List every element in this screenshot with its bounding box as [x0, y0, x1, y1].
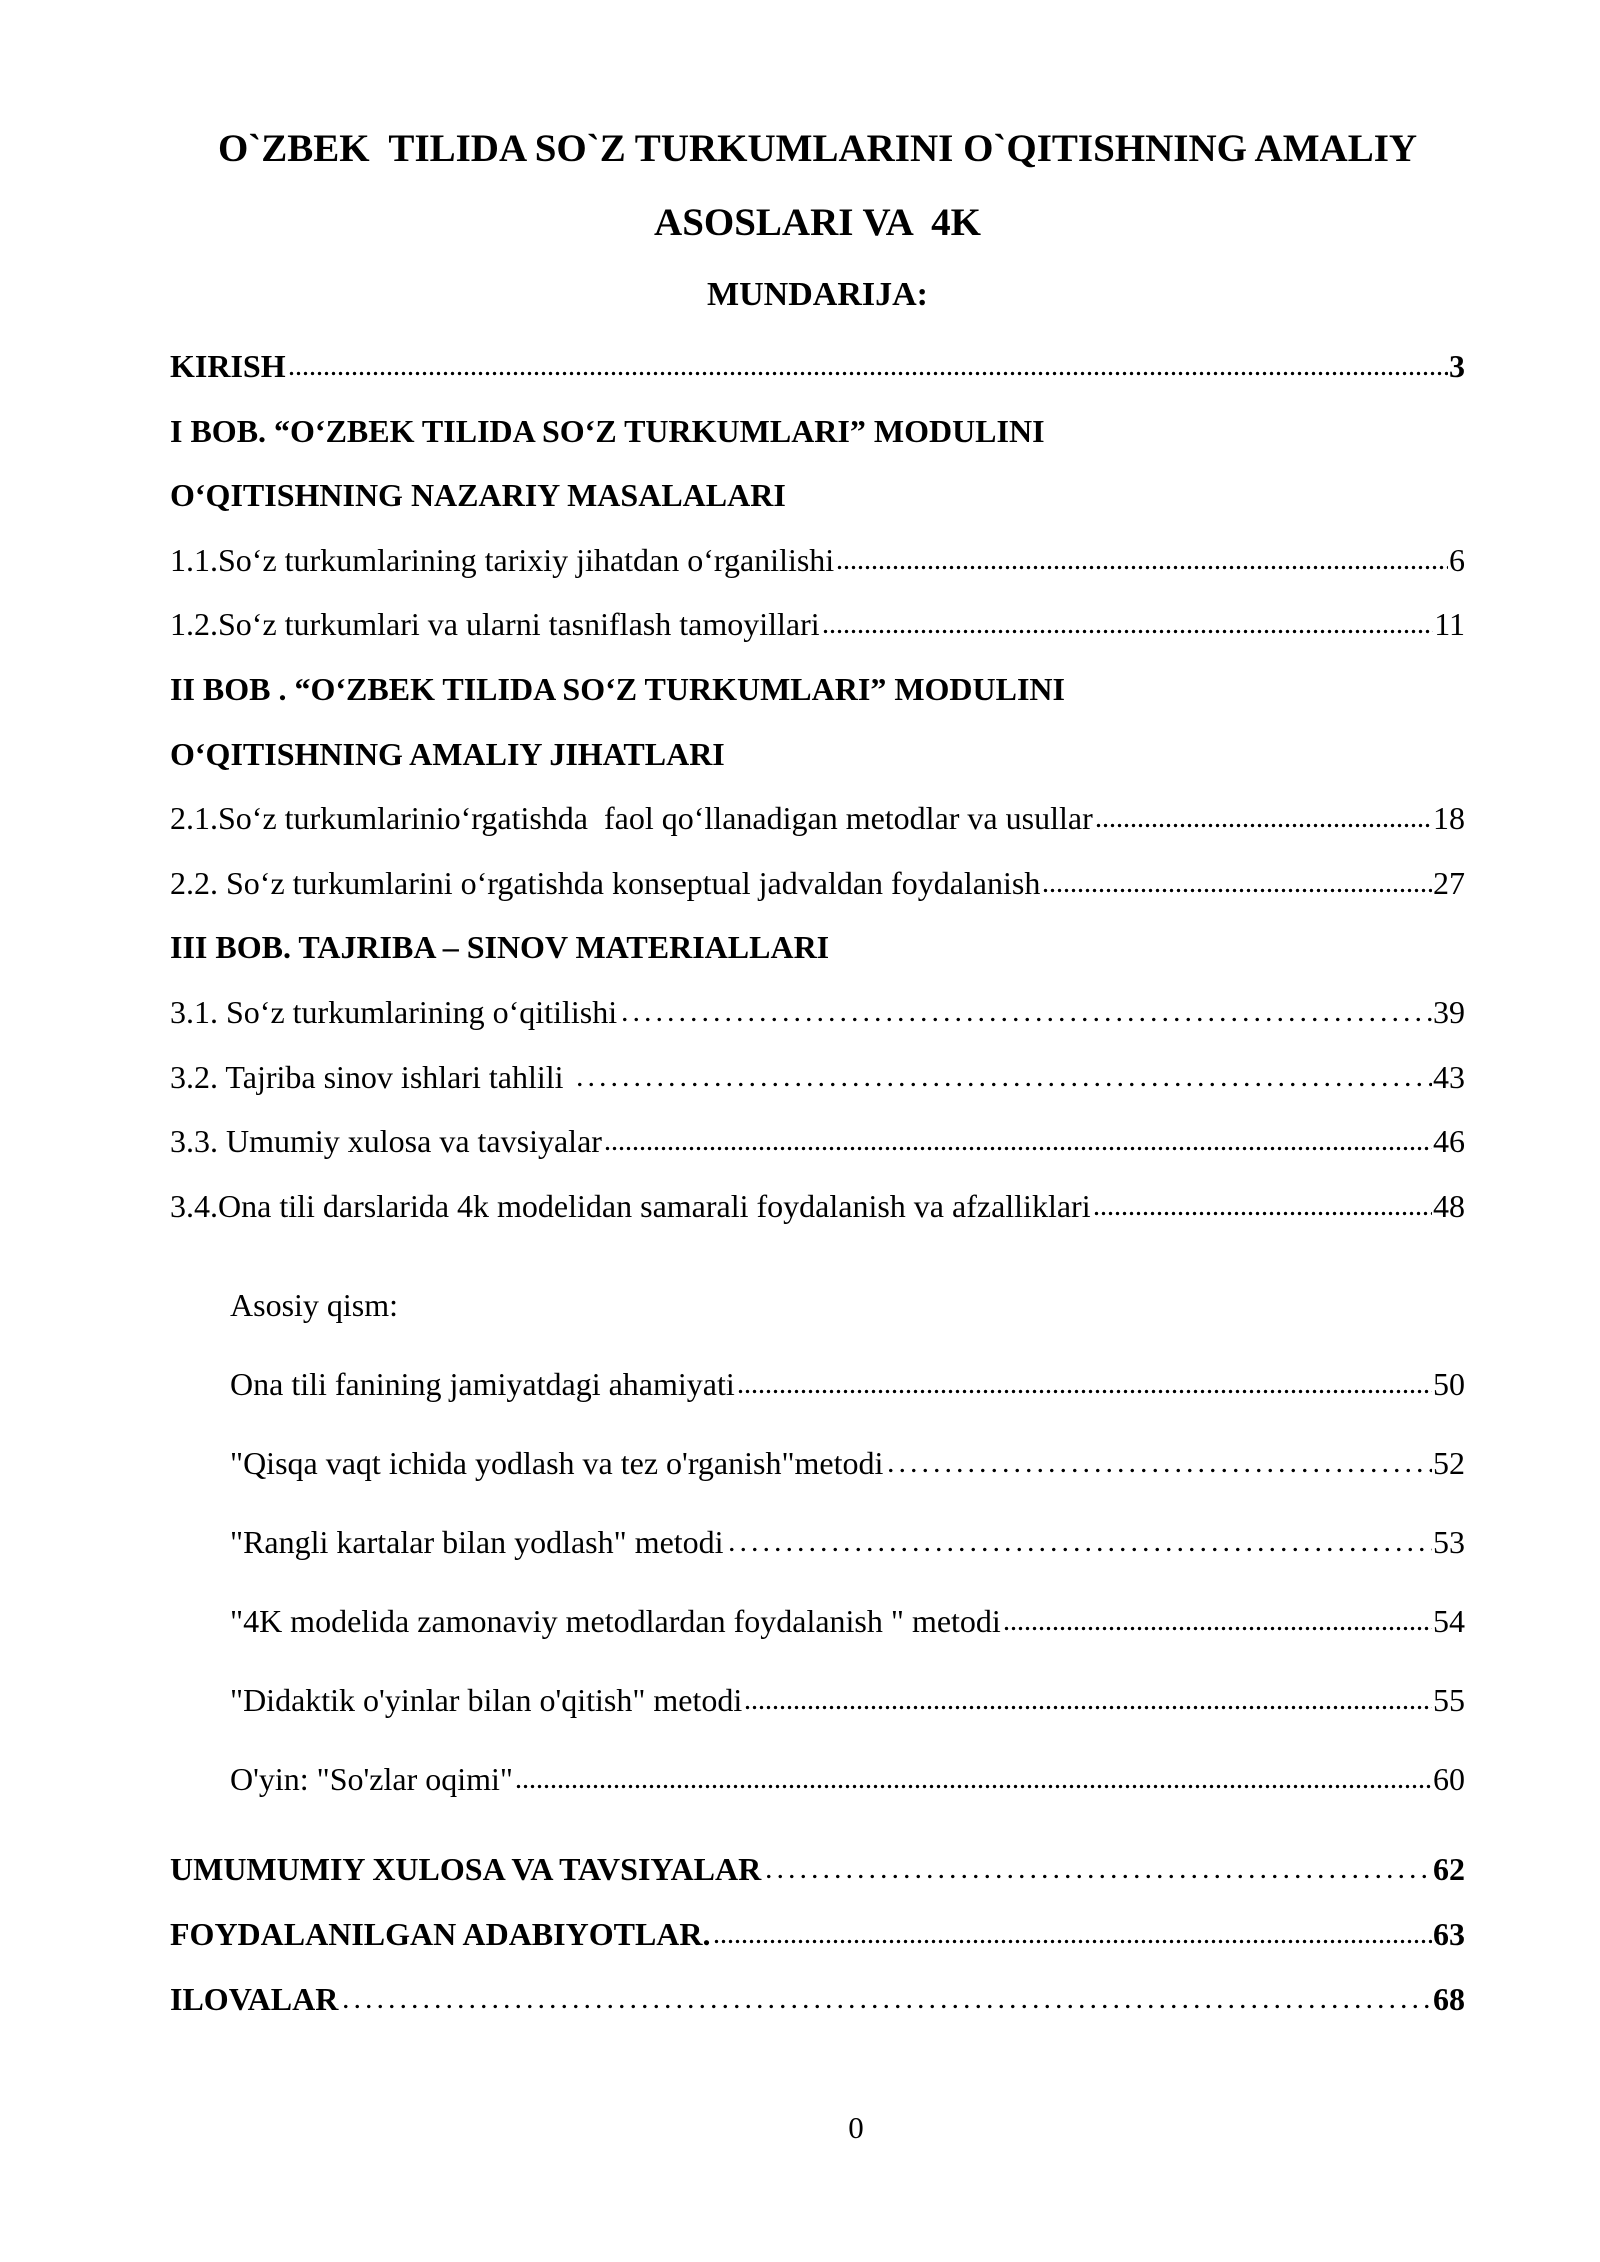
toc-dot-leader [713, 1938, 1433, 1945]
toc-entry-label: 3.3. Umumiy xulosa va tavsiyalar [170, 1123, 602, 1160]
toc-entry [170, 1266, 1465, 1345]
toc-entry-label: 1.2.So‘z turkumlari va ularni tasniflash tamoyillari [170, 606, 820, 643]
toc-entry-label: II BOB . “O‘ZBEK TILIDA SO‘Z TURKUMLARI” MODULINI [170, 670, 1065, 707]
toc-entry-page: 6 [1449, 541, 1465, 578]
toc-dot-leader [1095, 822, 1432, 829]
toc-entry-label: UMUMUMIY XULOSA VA TAVSIYALAR [170, 1851, 762, 1888]
toc-dot-leader [822, 628, 1434, 635]
toc-entry-page: 43 [1433, 1058, 1465, 1095]
toc-entry-page: 62 [1433, 1851, 1465, 1888]
toc-entry-page: 11 [1434, 606, 1465, 643]
toc-entry-page: 48 [1433, 1187, 1465, 1224]
toc-entry [170, 657, 1465, 722]
toc-entry [170, 1582, 1465, 1661]
toc-entry [170, 1109, 1465, 1174]
toc-entry-label: FOYDALANILGAN ADABIYOTLAR. [170, 1915, 711, 1952]
toc-entry-page: 54 [1433, 1603, 1465, 1640]
toc-heading: MUNDARIJA: [707, 276, 928, 313]
document-title [170, 112, 1465, 260]
toc-entry-label: "Rangli kartalar bilan yodlash" metodi [230, 1524, 724, 1561]
toc-dot-leader [726, 1546, 1432, 1553]
toc-entry [170, 786, 1465, 851]
toc-dot-leader [619, 1016, 1432, 1023]
toc-entry-label: ILOVALAR [170, 1980, 339, 2017]
toc-entry-label: Asosiy qism: [230, 1287, 399, 1324]
toc-dot-leader [288, 370, 1448, 377]
toc-entry [170, 334, 1465, 399]
toc-entry-label: "4K modelida zamonaviy metodlardan foydalanish " metodi [230, 1603, 1001, 1640]
toc-entry-label: 3.1. So‘z turkumlarining o‘qitilishi [170, 993, 618, 1030]
toc-dot-leader [885, 1467, 1432, 1474]
toc-entry-label: O'yin: "So'zlar oqimi" [230, 1761, 513, 1798]
toc-entry-label: 3.2. Tajriba sinov ishlari tahlili [170, 1058, 572, 1095]
toc-entry-page: 53 [1433, 1524, 1465, 1561]
toc-dot-leader [836, 564, 1448, 571]
toc-dot-leader [1042, 887, 1432, 894]
toc-entry-label: 3.4.Ona tili darslarida 4k modelidan samarali foydalanish va afzalliklari [170, 1187, 1091, 1224]
toc-entry-page: 39 [1433, 993, 1465, 1030]
toc-dot-leader [574, 1081, 1432, 1088]
toc-entry [170, 915, 1465, 980]
toc-entry-page: 27 [1433, 864, 1465, 901]
toc-entry-label: III BOB. TAJRIBA – SINOV MATERIALLARI [170, 929, 830, 966]
toc-entry-page: 55 [1433, 1682, 1465, 1719]
toc-entry-page: 52 [1433, 1445, 1465, 1482]
toc-entry-label: O‘QITISHNING NAZARIY MASALALARI [170, 477, 786, 514]
toc-entry [170, 1045, 1465, 1110]
toc-entry [170, 592, 1465, 657]
toc-entry-page: 50 [1433, 1366, 1465, 1403]
toc-entry-label: Ona tili fanining jamiyatdagi ahamiyati [230, 1366, 735, 1403]
toc-entry [170, 1967, 1465, 2032]
toc-entry-label: "Didaktik o'yinlar bilan o'qitish" metodi [230, 1682, 743, 1719]
toc-entry-label: "Qisqa vaqt ichida yodlash va tez o'rganish"metodi [230, 1445, 884, 1482]
toc-entry [170, 1424, 1465, 1503]
page-number-footer [0, 2108, 1600, 2148]
toc-entry-label: I BOB. “O‘ZBEK TILIDA SO‘Z TURKUMLARI” MODULINI [170, 412, 1045, 449]
toc-entry-page: 3 [1449, 348, 1465, 384]
toc-dot-leader [1093, 1210, 1432, 1217]
toc-entry [170, 1503, 1465, 1582]
toc-dot-leader [737, 1388, 1432, 1395]
toc-dot-leader [340, 2003, 1432, 2010]
table-of-contents [170, 334, 1465, 2031]
document-title-line-1: O`ZBEK TILIDA SO`Z TURKUMLARINI O`QITISHNING AMALIY [217, 127, 1418, 170]
toc-entry-page: 68 [1433, 1980, 1465, 2017]
toc-entry [170, 980, 1465, 1045]
toc-entry [170, 528, 1465, 593]
toc-entry [170, 463, 1465, 528]
toc-dot-leader [744, 1704, 1432, 1711]
toc-entry-page: 46 [1433, 1123, 1465, 1160]
toc-entry [170, 399, 1465, 464]
toc-entry-label: 2.1.So‘z turkumlarinio‘rgatishda faol qo‘llanadigan metodlar va usullar [170, 800, 1093, 837]
toc-entry [170, 1740, 1465, 1819]
toc-entry [170, 1837, 1465, 1902]
toc-entry-page: 63 [1433, 1915, 1465, 1952]
toc-entry [170, 1174, 1465, 1239]
toc-entry-label: KIRISH [170, 348, 286, 384]
toc-entry-page: 60 [1433, 1761, 1465, 1798]
toc-entry [170, 1345, 1465, 1424]
toc-entry-label: 2.2. So‘z turkumlarini o‘rgatishda konseptual jadvaldan foydalanish [170, 864, 1041, 901]
toc-entry [170, 1661, 1465, 1740]
toc-dot-leader [604, 1145, 1432, 1152]
page-number: 0 [848, 2110, 864, 2145]
toc-entry-page: 18 [1433, 800, 1465, 837]
toc-dot-leader [763, 1873, 1432, 1880]
toc-entry-label: O‘QITISHNING AMALIY JIHATLARI [170, 735, 725, 772]
toc-entry [170, 1902, 1465, 1967]
toc-entry [170, 851, 1465, 916]
toc-entry-label: 1.1.So‘z turkumlarining tarixiy jihatdan o‘rganilishi [170, 541, 835, 578]
toc-dot-leader [515, 1783, 1432, 1790]
document-title-line-2: ASOSLARI VA 4K [654, 201, 981, 244]
toc-dot-leader [1003, 1625, 1432, 1632]
toc-entry [170, 722, 1465, 787]
